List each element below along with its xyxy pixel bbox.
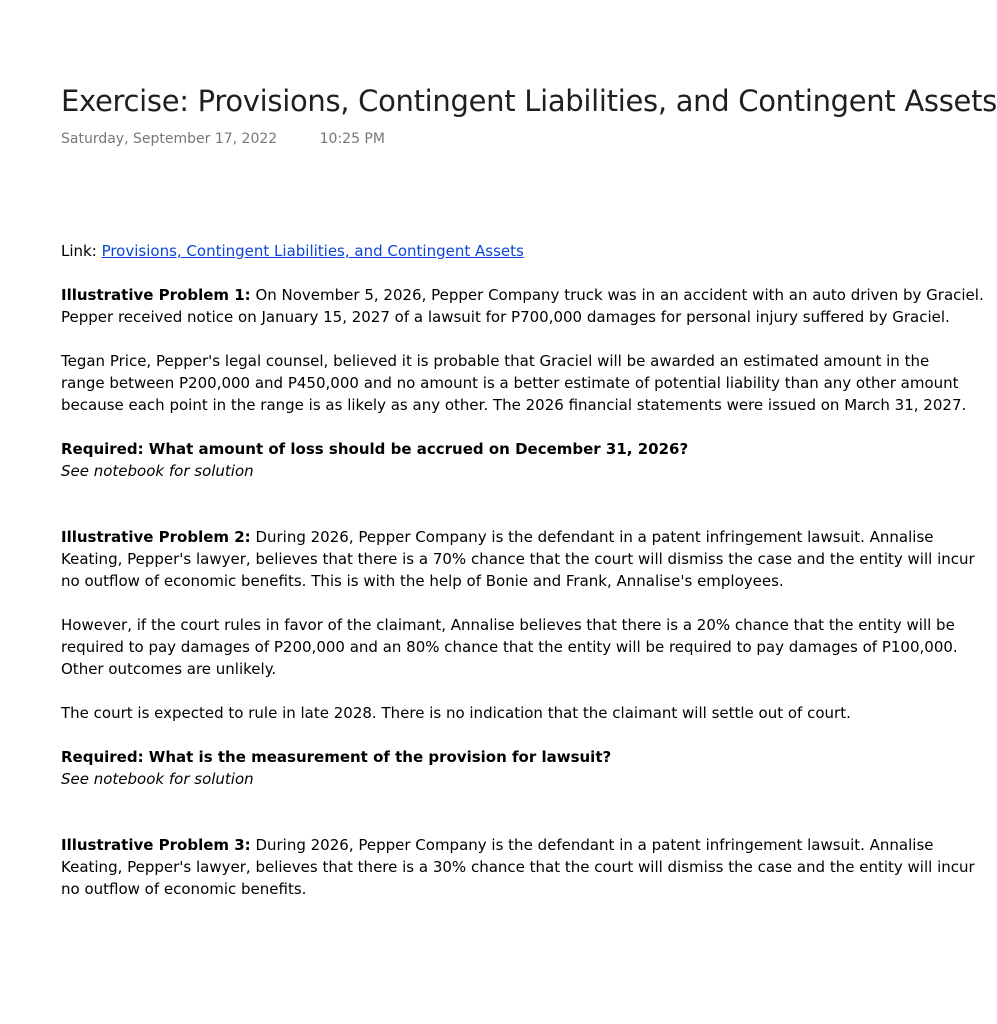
problem3-heading: Illustrative Problem 3: <box>61 836 251 854</box>
problem1-line5: because each point in the range is as likely as any other. The 2026 financial statements were issued on March 31, 2027. <box>61 396 967 414</box>
problem3-line3: no outflow of economic benefits. <box>61 880 307 898</box>
note-time: 10:25 PM <box>319 131 385 147</box>
problem1-required: Required: What amount of loss should be accrued on December 31, 2026? <box>61 440 689 458</box>
problem1-solution: See notebook for solution <box>61 462 254 480</box>
problem1-line1: Illustrative Problem 1: On November 5, 2026, Pepper Company truck was in an accident with an auto driven by Graciel. <box>61 286 984 304</box>
problem2-heading: Illustrative Problem 2: <box>61 528 251 546</box>
problem2-line4: However, if the court rules in favor of the claimant, Annalise believes that there is a 20% chance that the entity will be <box>61 616 955 634</box>
problem2-line5: required to pay damages of P200,000 and an 80% chance that the entity will be required to pay damages of P100,000. <box>61 638 958 656</box>
link-label: Link: <box>61 242 97 260</box>
note-content <box>61 240 984 900</box>
page-title: Exercise: Provisions, Contingent Liabilities, and Contingent Assets <box>61 84 997 118</box>
problem1-heading: Illustrative Problem 1: <box>61 286 251 304</box>
problem2-line2: Keating, Pepper's lawyer, believes that there is a 70% chance that the court will dismiss the case and the entity will incur <box>61 550 975 568</box>
link-line <box>61 240 821 262</box>
problem2-required: Required: What is the measurement of the provision for lawsuit? <box>61 748 612 766</box>
note-date: Saturday, September 17, 2022 <box>61 131 278 147</box>
problem2-line7: The court is expected to rule in late 2028. There is no indication that the claimant will settle out of court. <box>61 704 851 722</box>
note-metadata <box>61 131 385 147</box>
problem2-line1: Illustrative Problem 2: During 2026, Pepper Company is the defendant in a patent infringement lawsuit. Annalise <box>61 528 934 546</box>
problem3-line1: Illustrative Problem 3: During 2026, Pepper Company is the defendant in a patent infringement lawsuit. Annalise <box>61 836 934 854</box>
problem1-line3: Tegan Price, Pepper's legal counsel, believed it is probable that Graciel will be awarded an estimated amount in the <box>61 352 930 370</box>
problem1-line4: range between P200,000 and P450,000 and no amount is a better estimate of potential liability than any other amount <box>61 374 959 392</box>
problem2-solution: See notebook for solution <box>61 770 254 788</box>
problem3-line2: Keating, Pepper's lawyer, believes that there is a 30% chance that the court will dismiss the case and the entity will incur <box>61 858 975 876</box>
problem2-line6: Other outcomes are unlikely. <box>61 660 277 678</box>
provisions-link[interactable]: Provisions, Contingent Liabilities, and Contingent Assets <box>101 242 524 260</box>
problem2-line3: no outflow of economic benefits. This is with the help of Bonie and Frank, Annalise's employees. <box>61 572 784 590</box>
problem1-line2: Pepper received notice on January 15, 2027 of a lawsuit for P700,000 damages for personal injury suffered by Graciel. <box>61 308 950 326</box>
